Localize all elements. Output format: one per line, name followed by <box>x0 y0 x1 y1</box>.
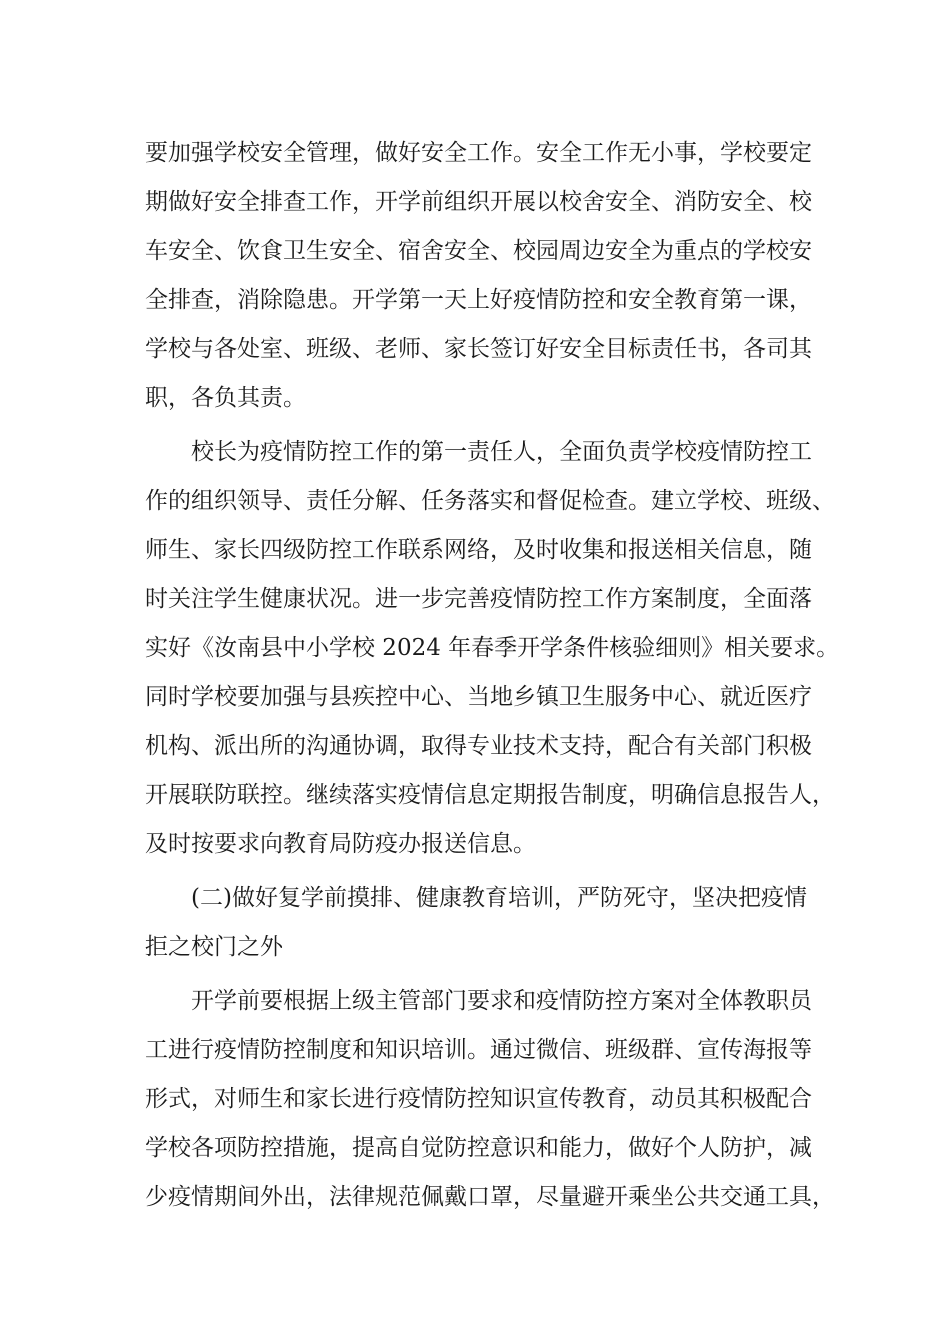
paragraph-line: 学校各项防控措施，提高自觉防控意识和能力，做好个人防护，减 <box>145 1135 812 1161</box>
paragraph-line: 职，各负其责。 <box>145 385 306 411</box>
paragraph-line: 开展联防联控。继续落实疫情信息定期报告制度，明确信息报告人， <box>145 782 835 808</box>
paragraph-line: 全排查，消除隐患。开学第一天上好疫情防控和安全教育第一课， <box>145 287 812 313</box>
paragraph-line: 形式，对师生和家长进行疫情防控知识宣传教育，动员其积极配合 <box>145 1086 812 1112</box>
paragraph-line: 期做好安全排查工作，开学前组织开展以校舍安全、消防安全、校 <box>145 189 812 215</box>
paragraph-line: 少疫情期间外出，法律规范佩戴口罩，尽量避开乘坐公共交通工具， <box>145 1184 835 1210</box>
paragraph-line: 学校与各处室、班级、老师、家长签订好安全目标责任书，各司其 <box>145 336 812 362</box>
paragraph-line: 实好《汝南县中小学校 2024 年春季开学条件核验细则》相关要求。 <box>145 635 840 661</box>
paragraph-line: 工进行疫情防控制度和知识培训。通过微信、班级群、宣传海报等 <box>145 1037 812 1063</box>
section-heading-line: 拒之校门之外 <box>145 934 283 960</box>
paragraph-line: 作的组织领导、责任分解、任务落实和督促检查。建立学校、班级、 <box>145 488 835 514</box>
paragraph-line: 开学前要根据上级主管部门要求和疫情防控方案对全体教职员 <box>191 988 812 1014</box>
paragraph-line: 要加强学校安全管理，做好安全工作。安全工作无小事，学校要定 <box>145 140 812 166</box>
paragraph-line: 校长为疫情防控工作的第一责任人，全面负责学校疫情防控工 <box>191 439 812 465</box>
paragraph-line: 同时学校要加强与县疾控中心、当地乡镇卫生服务中心、就近医疗 <box>145 684 812 710</box>
section-heading-line: (二)做好复学前摸排、健康教育培训，严防死守，坚决把疫情 <box>191 885 807 911</box>
paragraph-line: 车安全、饮食卫生安全、宿舍安全、校园周边安全为重点的学校安 <box>145 238 812 264</box>
paragraph-line: 时关注学生健康状况。进一步完善疫情防控工作方案制度，全面落 <box>145 586 812 612</box>
paragraph-line: 师生、家长四级防控工作联系网络，及时收集和报送相关信息，随 <box>145 537 812 563</box>
paragraph-line: 及时按要求向教育局防疫办报送信息。 <box>145 831 536 857</box>
paragraph-line: 机构、派出所的沟通协调，取得专业技术支持，配合有关部门积极 <box>145 733 812 759</box>
